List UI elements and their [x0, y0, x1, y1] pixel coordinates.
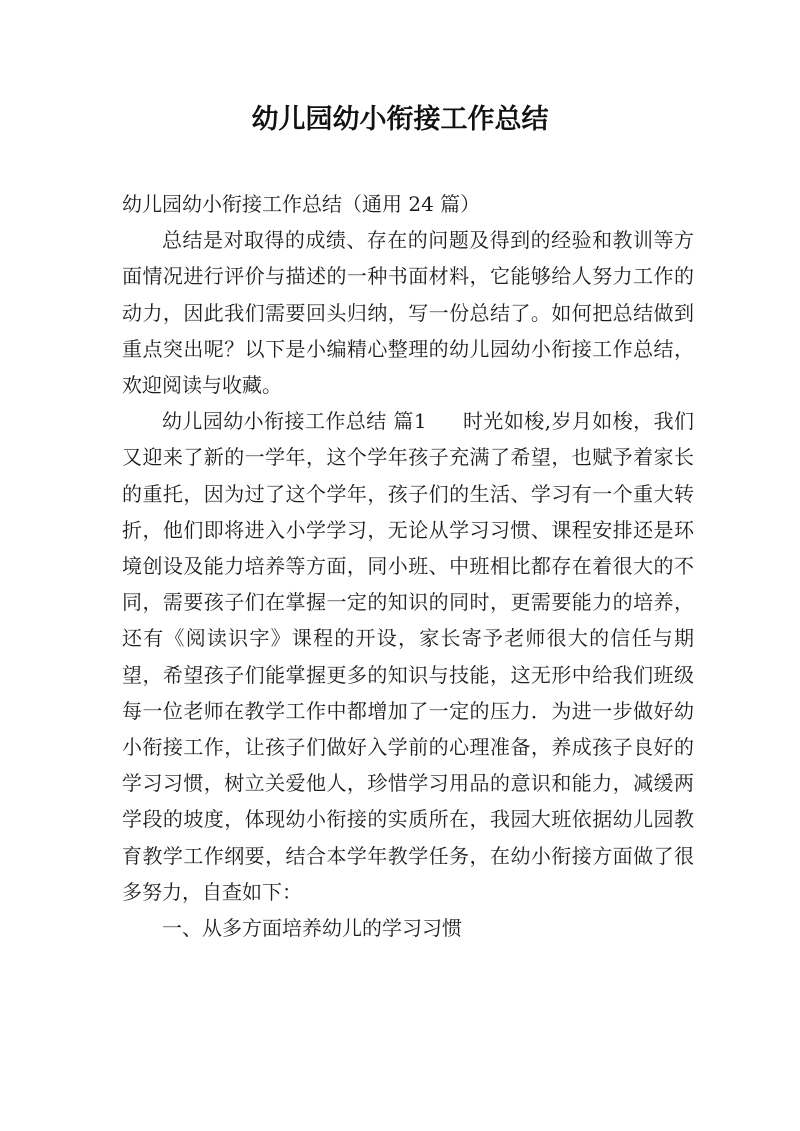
- section-heading: 一、从多方面培养幼儿的学习习惯: [162, 916, 462, 941]
- document-subtitle: 幼儿园幼小衔接工作总结（通用 24 篇）: [122, 192, 481, 216]
- document-body: [122, 186, 694, 946]
- article-heading: 幼儿园幼小衔接工作总结 篇1: [162, 409, 427, 434]
- document-title: 幼儿园幼小衔接工作总结: [251, 104, 549, 135]
- article-paragraph: [122, 403, 694, 910]
- article-body: 时光如梭,岁月如梭，我们又迎来了新的一学年，这个学年孩子充满了希望，也赋予着家长的重托，因为过了这个学年，孩子们的生活、学习有一个重大转折，他们即将进入小学学习，无论从学习习惯、课程安排还是环境创设及能力培养等方面，同小班、中班相比都存在着很大的不同，需要孩子们在掌握一定的知识的同时，更需要能力的培养，还有《阅读识字》课程的开设，家长寄予老师很大的信任与期望，希望孩子们能掌握更多的知识与技能，这无形中给我们班级每一位老师在教学工作中都增加了一定的压力．为进一步做好幼小衔接工作，让孩子们做好入学前的心理准备，养成孩子良好的学习习惯，树立关爱他人，珍惜学习用品的意识和能力，减缓两学段的坡度，体现幼小衔接的实质所在，我园大班依据幼儿园教育教学工作纲要，结合本学年教学任务，在幼小衔接方面做了很多努力，自查如下：: [122, 409, 694, 904]
- intro-paragraph: 总结是对取得的成绩、存在的问题及得到的经验和教训等方面情况进行评价与描述的一种书面材料，它能够给人努力工作的动力，因此我们需要回头归纳，写一份总结了。如何把总结做到重点突出呢？以下是小编精心整理的幼儿园幼小衔接工作总结，欢迎阅读与收藏。: [122, 228, 694, 398]
